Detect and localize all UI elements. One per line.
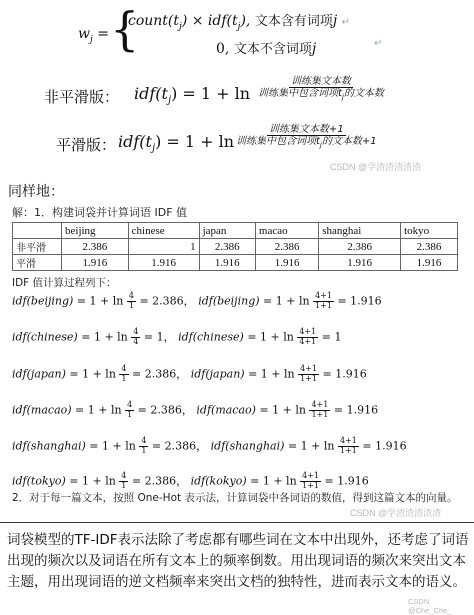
table-header-cell: tokyo (401, 223, 458, 239)
table-cell: 2.386 (62, 239, 129, 255)
solution-heading: 解：1．构建词袋并计算词语 IDF 值 (12, 206, 188, 219)
wj-row2: 0, 文本不含词项j (216, 41, 317, 57)
idf-table (12, 222, 458, 271)
footer-watermark: CSDN @Che_Che_ (408, 597, 452, 615)
calc-line: idf(beijing) = 1 + ln $\frac{4}{1}$ = 2.386， idf(beijing) = 1 + ln $\frac{4+1}{1+1}$ = 1.916 (12, 291, 382, 310)
nonsmooth-label: 非平滑版： (44, 88, 120, 106)
smooth-watermark: CSDN @学渣渣渣渣渣 (330, 162, 422, 172)
brace: { (110, 2, 140, 56)
table-header-cell: beijing (62, 223, 129, 239)
wj-row1: $count(t_j) \times idf(t_j)$, 文本含有词项j ↵ (128, 13, 351, 32)
calc-line: idf(chinese) = 1 + ln $\frac{4}{4}$ = 1， idf(chinese) = 1 + ln $\frac{4+1}{4+1}$ = 1 (12, 327, 342, 346)
table-row (13, 255, 458, 271)
table-header-cell: japan (199, 223, 255, 239)
step2-text: 2．对于每一篇文本，按照 One-Hot 表示法，计算词袋中各词语的数值，得到这篇文本的向量。 (12, 492, 458, 504)
wj-lhs: $w_j$ = (78, 26, 109, 45)
table-cell: 1.916 (62, 255, 129, 271)
row-label: 非平滑 (13, 239, 62, 255)
divider (0, 522, 474, 523)
smooth-fraction: 训练集文本数+1 训练集中包含词项$t_j$的文本数+1 (236, 124, 377, 149)
idf-nonsmooth-formula (44, 74, 464, 120)
calc-line: idf(japan) = 1 + ln $\frac{4}{1}$ = 2.386， idf(japan) = 1 + ln $\frac{4+1}{1+1}$ = 1.916 (12, 364, 367, 383)
table-cell: 2.386 (255, 239, 318, 255)
smooth-label: 平滑版： (56, 136, 117, 154)
same-line-text: 同样地： (8, 184, 64, 200)
table-header-cell: macao (255, 223, 318, 239)
table-header-cell: chinese (128, 223, 199, 239)
table-header-cell (13, 223, 62, 239)
table-header-row (13, 223, 458, 239)
table-header-cell: shanghai (319, 223, 401, 239)
table-cell: 2.386 (199, 239, 255, 255)
nonsmooth-fraction: 训练集文本数 训练集中包含词项$t_j$的文本数 (258, 76, 384, 101)
table-cell: 1.916 (199, 255, 255, 271)
nonsmooth-lhs: $idf(t_j) = 1 + \ln$ (134, 84, 251, 107)
return-mark: ↵ (374, 38, 383, 49)
table-cell: 1.916 (128, 255, 199, 271)
table-cell: 1.916 (319, 255, 401, 271)
table-row (13, 239, 458, 255)
wj-definition (78, 2, 408, 64)
table-cell: 1 (128, 239, 199, 255)
calc-line: idf(tokyo) = 1 + ln $\frac{4}{1}$ = 2.386， idf(kokyo) = 1 + ln $\frac{4+1}{1+1}$ = 1.916 (12, 471, 369, 490)
table-cell: 1.916 (255, 255, 318, 271)
calc-line: idf(macao) = 1 + ln $\frac{4}{1}$ = 2.386， idf(macao) = 1 + ln $\frac{4+1}{1+1}$ = 1.916 (12, 400, 379, 419)
idf-smooth-formula (56, 122, 466, 174)
table-cell: 2.386 (401, 239, 458, 255)
table-cell: 1.916 (401, 255, 458, 271)
smooth-lhs: $idf(t_j) = 1 + \ln$ (118, 132, 235, 155)
row-label: 平滑 (13, 255, 62, 271)
summary-paragraph: 词袋模型的TF-IDF表示法除了考虑都有哪些词在文本中出现外，还考虑了词语出现的频次以及词语在所有文本上的频率倒数。用出现词语的频次来突出文本主题，用出现词语的逆文档频率来突出文档的独特性，进而表示文本的语义。 (7, 532, 469, 590)
step2-watermark: CSDN @学渣渣渣渣渣 (350, 508, 442, 518)
process-title: IDF 值计算过程列下： (12, 277, 117, 289)
table-cell: 2.386 (319, 239, 401, 255)
calc-line: idf(shanghai) = 1 + ln $\frac{4}{1}$ = 2.386， idf(shanghai) = 1 + ln $\frac{4+1}{1+1}$ = 1.916 (12, 436, 407, 455)
